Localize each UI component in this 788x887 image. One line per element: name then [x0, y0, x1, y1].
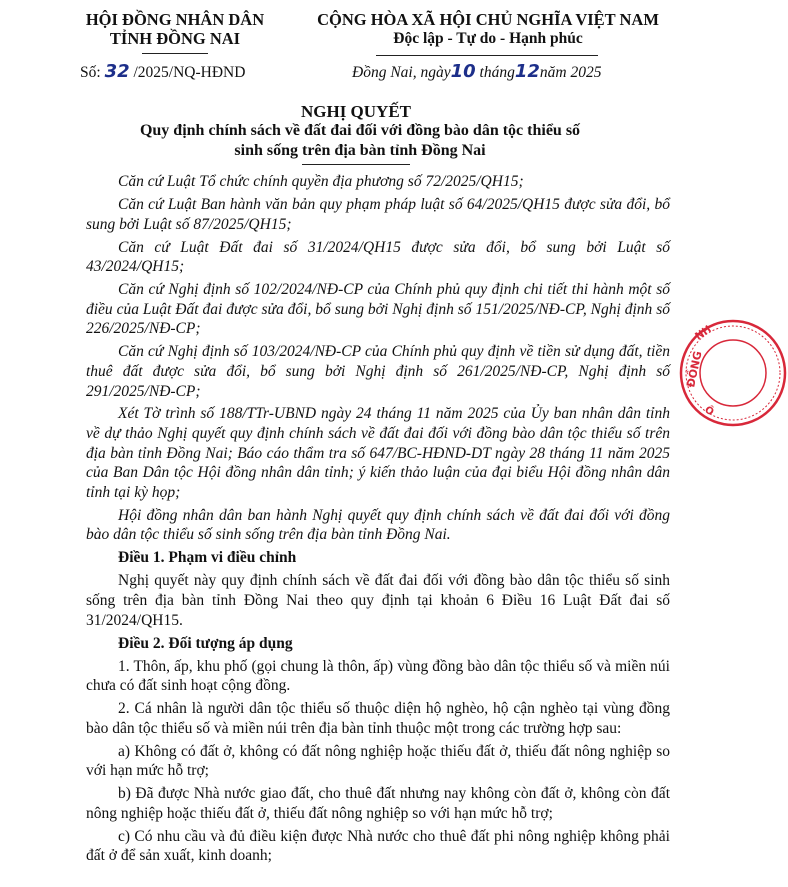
agency-line-2: TỈNH ĐỒNG NAI: [109, 29, 241, 48]
date-prefix: Đồng Nai, ngày: [352, 64, 451, 81]
preamble-paragraph: Căn cứ Luật Tổ chức chính quyền địa phương số 72/2025/QH15;: [118, 173, 524, 190]
preamble-paragraph: Căn cứ Luật Đất đai số 31/2024/QH15 được sửa đổi, bổ sung bởi Luật số 43/2024/QH15;: [86, 238, 670, 276]
motto-underline: [376, 55, 598, 56]
number-prefix: Số:: [80, 64, 101, 81]
date-month-label: tháng: [479, 64, 515, 81]
seal-text-dong: ĐỒNG: [684, 349, 705, 389]
seal-text-nh: NH: [693, 323, 714, 343]
date-year: năm 2025: [539, 64, 602, 81]
number-suffix: /2025/NQ-HĐND: [133, 64, 246, 81]
national-motto: Độc lập - Tự do - Hạnh phúc: [393, 30, 583, 47]
seal-inner-ring: [700, 340, 766, 406]
preamble-paragraph: Xét Tờ trình số 188/TTr-UBND ngày 24 tháng 11 năm 2025 của Ủy ban nhân dân tỉnh về dự thảo Nghị quyết quy định chính sách về đất đai đối với đồng bào dân tộc thiểu số trên địa bàn tỉnh Đồng Nai; Báo cáo thẩm tra số 647/BC-HĐND-DT ngày 28 tháng 11 năm 2025 của Ban Dân tộc Hội đồng nhân dân tỉnh; ý kiến thảo luận của đại biểu Hội đồng nhân dân tỉnh tại kỳ họp;: [86, 405, 670, 501]
article-2-item: 2. Cá nhân là người dân tộc thiểu số thuộc diện hộ nghèo, hộ cận nghèo tại vùng đồng bào dân tộc thiểu số và miền núi trên địa bàn tỉnh thuộc một trong các trường hợp sau:: [86, 700, 670, 737]
national-title: [288, 10, 688, 48]
issuing-agency: [70, 10, 280, 48]
article-2-item: c) Có nhu cầu và đủ điều kiện được Nhà nước cho thuê đất phi nông nghiệp không phải đất ở để sản xuất, kinh doanh;: [86, 827, 670, 865]
document-subtitle: [60, 121, 660, 161]
seal-text-o: Ô: [702, 404, 716, 419]
document-title: NGHỊ QUYẾT: [300, 102, 412, 121]
red-seal-stamp: [678, 318, 788, 428]
article-1-text: Nghị quyết này quy định chính sách về đất đai đối với đồng bào dân tộc thiểu số sinh sống trên địa bàn tỉnh Đồng Nai theo quy định tại khoản 6 Điều 16 Luật Đất đai số 31/2024/QH15.: [86, 572, 670, 629]
preamble-paragraph: Căn cứ Nghị định số 103/2024/NĐ-CP của Chính phủ quy định về tiền sử dụng đất, tiền thuê đất được sửa đổi, bổ sung bởi Nghị định số 261/2025/NĐ-CP, Nghị định số 291/2025/NĐ-CP;: [86, 343, 670, 400]
document-body: [86, 172, 670, 869]
preamble-paragraph: Căn cứ Luật Ban hành văn bản quy phạm pháp luật số 64/2025/QH15 được sửa đổi, bổ sung bởi Luật số 87/2025/QH15;: [86, 195, 670, 233]
handwritten-number: 32: [104, 61, 130, 82]
handwritten-day: 10: [450, 61, 476, 82]
agency-line-1: HỘI ĐỒNG NHÂN DÂN: [85, 10, 265, 29]
article-2-heading: Điều 2. Đối tượng áp dụng: [118, 634, 293, 652]
title-underline: [302, 164, 410, 165]
subtitle-line-1: Quy định chính sách về đất đai đối với đồng bào dân tộc thiểu số: [139, 122, 581, 139]
article-1-heading: Điều 1. Phạm vi điều chỉnh: [118, 549, 297, 567]
preamble-paragraph: Hội đồng nhân dân ban hành Nghị quyết quy định chính sách về đất đai đối với đồng bào dân tộc thiểu số sinh sống trên địa bàn tỉnh Đồng Nai.: [86, 506, 670, 544]
article-2-item: 1. Thôn, ấp, khu phố (gọi chung là thôn, ấp) vùng đồng bào dân tộc thiểu số và miền núi chưa có đất sinh hoạt cộng đồng.: [86, 657, 670, 695]
handwritten-month: 12: [514, 61, 540, 82]
agency-underline: [142, 53, 208, 54]
article-2-item: b) Đã được Nhà nước giao đất, cho thuê đất nhưng nay không còn đất ở, không còn đất nông nghiệp hoặc thiếu đất ở, thiếu đất nông nghiệp so với hạn mức hỗ trợ;: [86, 785, 670, 822]
article-2-item: a) Không có đất ở, không có đất nông nghiệp hoặc thiếu đất ở, thiếu đất nông nghiệp so với hạn mức hỗ trợ;: [86, 742, 670, 780]
country-name: CỘNG HÒA XÃ HỘI CHỦ NGHĨA VIỆT NAM: [317, 10, 659, 29]
preamble-paragraph: Căn cứ Nghị định số 102/2024/NĐ-CP của Chính phủ quy định chi tiết thi hành một số điều của Luật Đất đai được sửa đổi, bổ sung bởi Nghị định số 151/2025/NĐ-CP, Nghị định số 226/2025/NĐ-CP;: [86, 281, 670, 338]
subtitle-line-2: sinh sống trên địa bàn tỉnh Đồng Nai: [234, 142, 486, 159]
document-number: [80, 62, 245, 83]
document-date: [352, 62, 601, 83]
